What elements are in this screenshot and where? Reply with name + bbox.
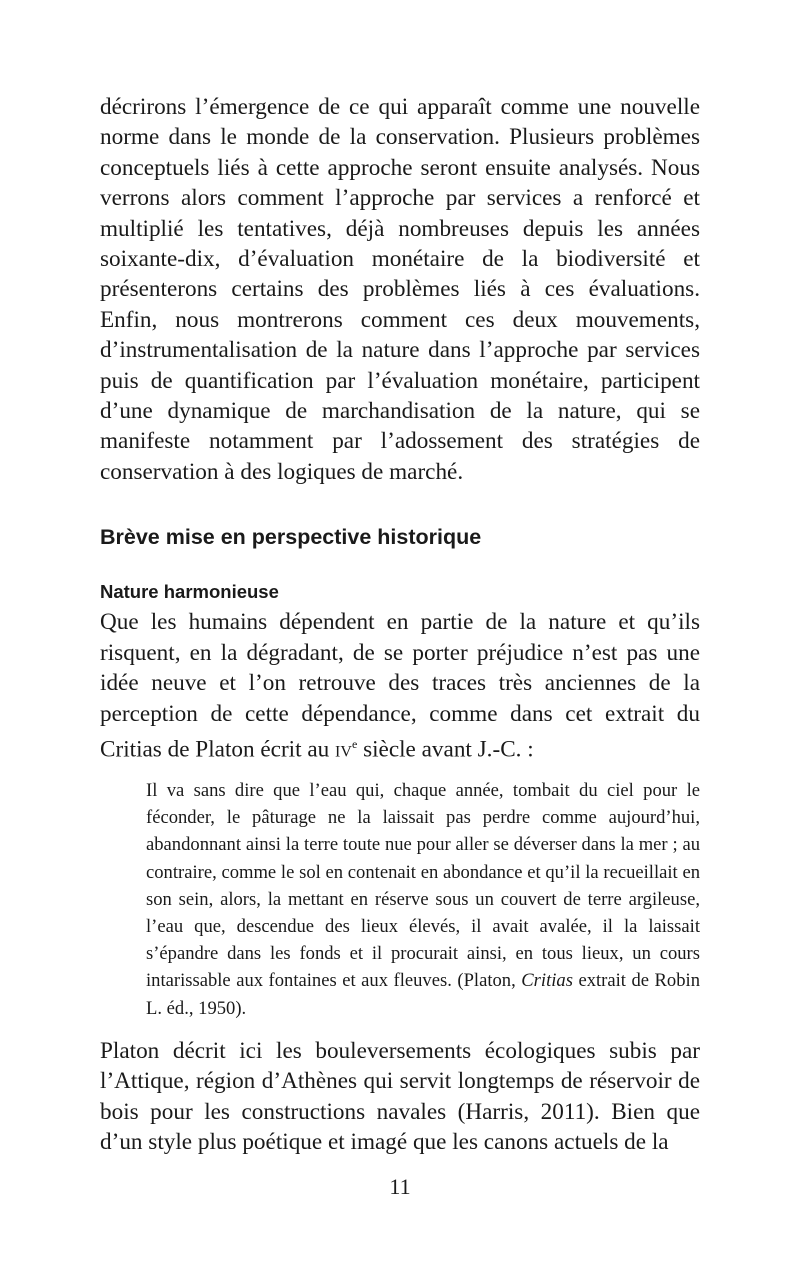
paragraph-text-start: Que les humains dépendent en partie de la nature et qu’ils risquent, en la dégradant, de se porter préjudice n’est pas une idée neuve et l’on retrouve des traces très anciennes de la perception de cette dépendance, comme dans cet extrait du Critias de Platon écrit au bbox=[100, 609, 700, 763]
body-paragraph-nature bbox=[100, 607, 700, 765]
body-paragraph-attique: Platon décrit ici les bouleversements écologiques subis par l’Attique, région d’Athènes qui servit longtemps de réservoir de bois pour les constructions navales (Harris, 2011). Bien que d’un style plus poétique et imagé que les canons actuels de la bbox=[100, 1037, 700, 1156]
century-superscript: e bbox=[351, 736, 358, 751]
page-number: 11 bbox=[389, 1174, 411, 1199]
citation-reference: extrait de Robin L. éd., 1950). bbox=[146, 970, 700, 1019]
citation-title: Critias bbox=[521, 970, 573, 992]
section-heading: Brève mise en perspective historique bbox=[100, 525, 482, 550]
subsection-heading: Nature harmonieuse bbox=[100, 581, 279, 603]
century-roman-numeral: iv bbox=[335, 736, 352, 763]
page-content bbox=[100, 92, 700, 1158]
paragraph-text-end: siècle avant J.-C. : bbox=[357, 736, 534, 763]
intro-paragraph: décrirons l’émergence de ce qui apparaît comme une nouvelle norme dans le monde de la conservation. Plusieurs problèmes conceptuels liés à cette approche seront ensuite analysés. Nous verrons alors comment l’approche par services a renforcé et multiplié les tentatives, déjà nombreuses depuis les années soixante-dix, d’évaluation monétaire de la biodiversité et présenterons certains des problèmes liés à ces évaluations. Enfin, nous montrerons comment ces deux mouvements, d’instrumentalisation de la nature dans l’approche par services puis de quantification par l’évaluation monétaire, participent d’une dynamique de marchandisation de la nature, qui se manifeste notamment par l’adossement des stratégies de conservation à des logiques de marché. bbox=[100, 94, 700, 485]
quotation-text: Il va sans dire que l’eau qui, chaque année, tombait du ciel pour le féconder, le pâturage ne la laissait pas perdre comme aujourd’hui, abandonnant ainsi la terre toute nue pour aller se déverser dans la mer ; au contraire, comme le sol en contenait en abondance et qu’il la recueillait en son sein, alors, la mettant en réserve sous un couvert de terre argileuse, l’eau que, descendue des lieux élevés, il avait avalée, il la laissait s’épandre dans les fonds et il procurait ainsi, en tous lieux, un cours intarissable aux fontaines et aux fleuves. (Platon, bbox=[146, 780, 700, 992]
platon-quotation bbox=[146, 777, 700, 1022]
